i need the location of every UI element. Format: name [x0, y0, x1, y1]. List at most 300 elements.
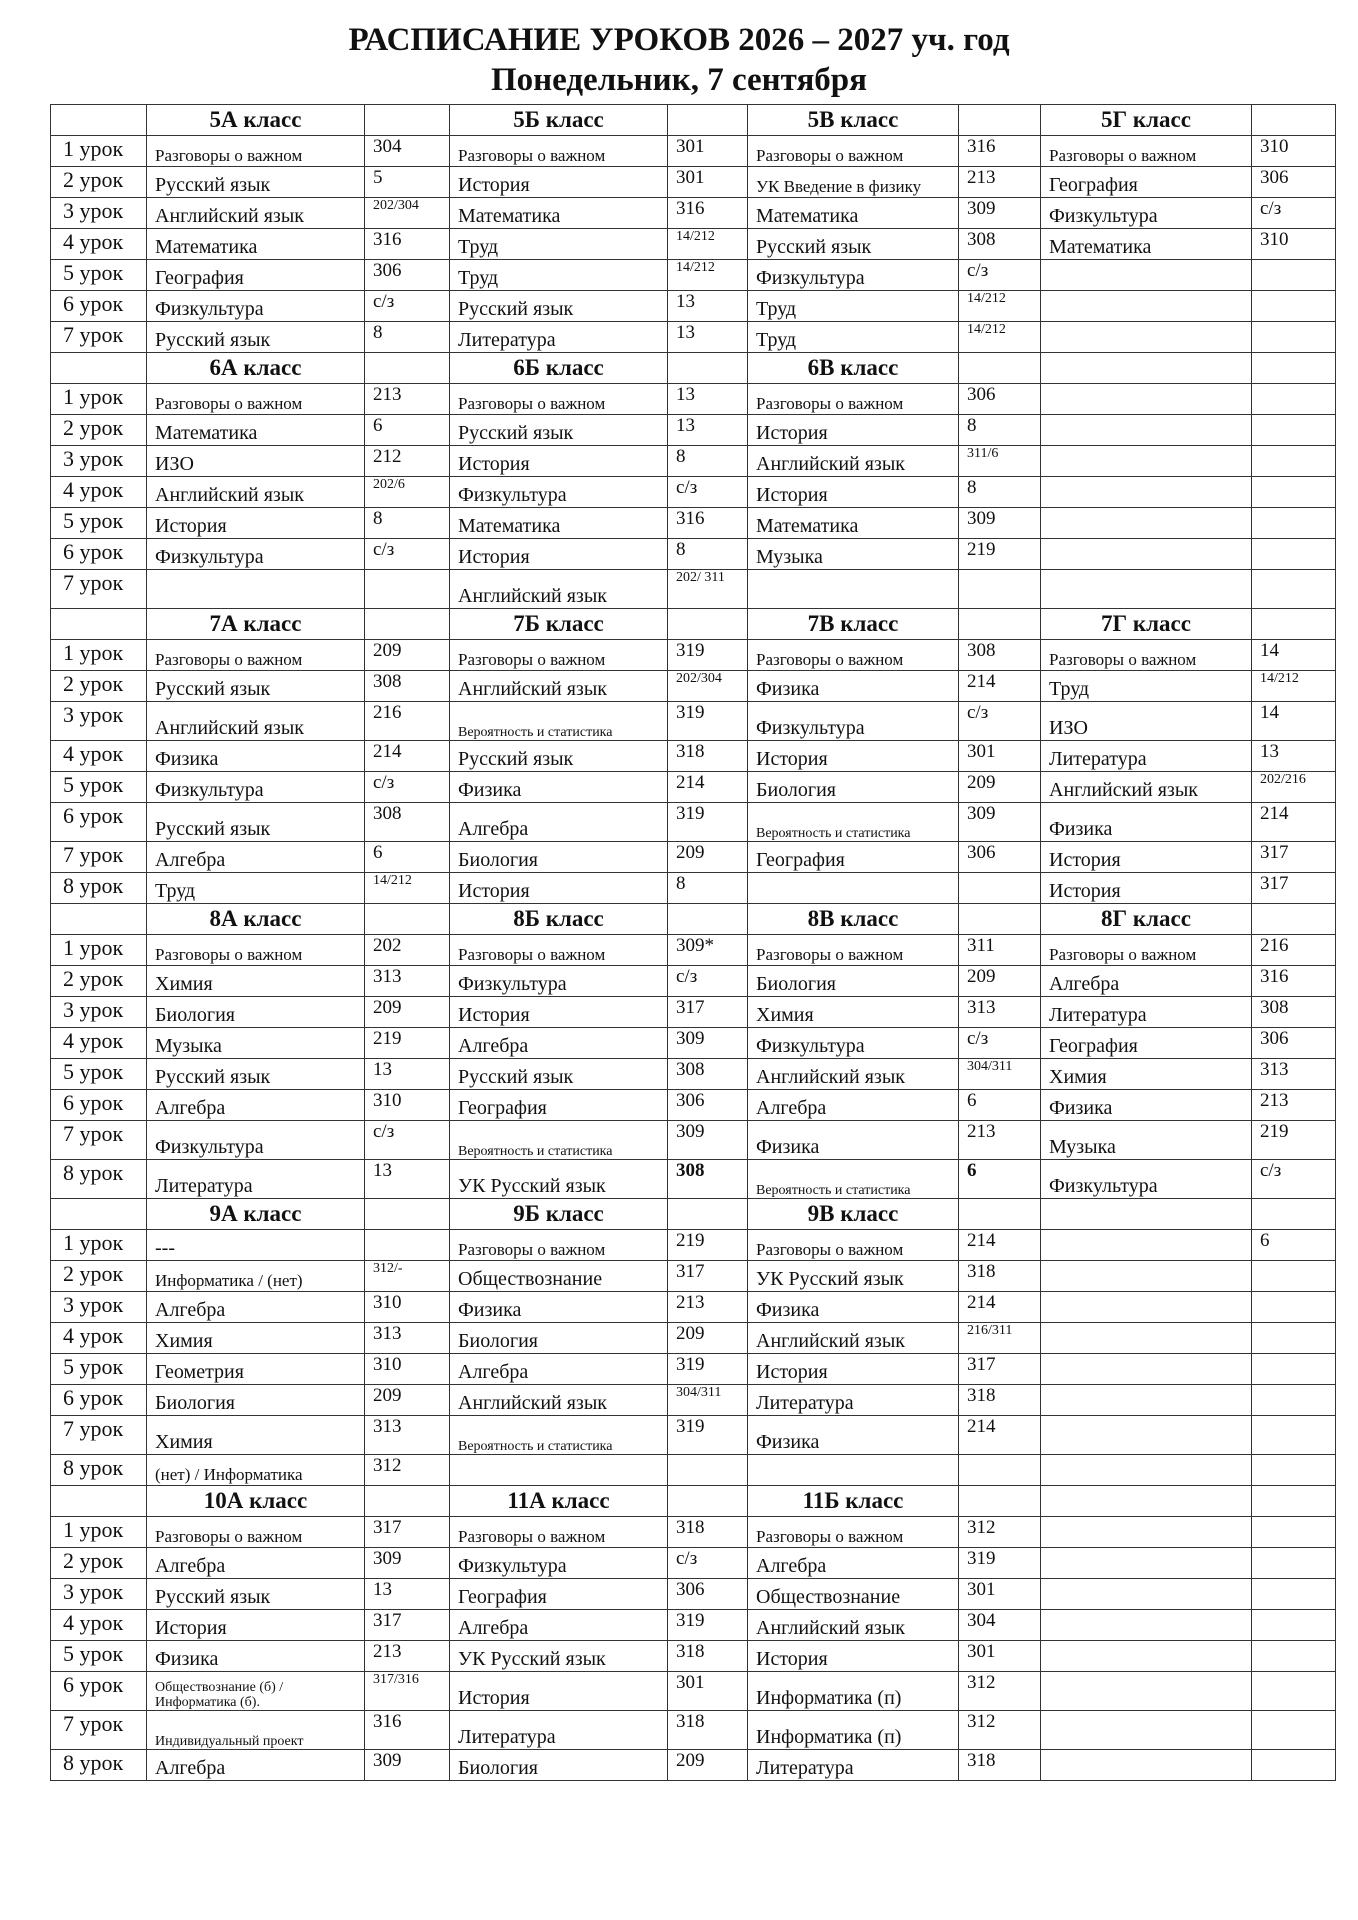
room-cell: 313 [365, 966, 450, 997]
subject-cell [1041, 415, 1252, 446]
subject-cell [1041, 1579, 1252, 1610]
room-cell: 313 [365, 1416, 450, 1455]
subject-cell: Алгебра [147, 1090, 365, 1121]
subject-cell [748, 570, 959, 609]
subject-cell [1041, 1354, 1252, 1385]
subject-cell: Математика [748, 508, 959, 539]
room-cell: 312/- [365, 1261, 450, 1292]
room-cell: 213 [959, 167, 1041, 198]
class-name: 9Б класс [450, 1199, 668, 1230]
lesson-number: 3 урок [51, 1579, 147, 1610]
class-header-row [51, 1486, 1336, 1517]
lesson-number: 2 урок [51, 1261, 147, 1292]
subject-cell: Труд [450, 229, 668, 260]
room-cell: 306 [1252, 1028, 1336, 1059]
room-cell: 8 [365, 508, 450, 539]
room-cell: 301 [959, 1579, 1041, 1610]
lesson-number: 1 урок [51, 1230, 147, 1261]
room-cell: 309 [959, 198, 1041, 229]
room-cell: с/з [668, 1548, 748, 1579]
subject-cell: География [748, 842, 959, 873]
subject-cell: Алгебра [147, 1750, 365, 1781]
subject-cell: Биология [147, 997, 365, 1028]
class-header-row [51, 353, 1336, 384]
room-cell: 13 [668, 415, 748, 446]
room-cell: 202/ 311 [668, 570, 748, 609]
subject-cell [1041, 539, 1252, 570]
room-cell: 306 [959, 842, 1041, 873]
subject-cell: Русский язык [147, 671, 365, 702]
lesson-number: 7 урок [51, 1416, 147, 1455]
room-cell: 8 [959, 415, 1041, 446]
lesson-row [51, 1323, 1336, 1354]
lesson-number: 2 урок [51, 415, 147, 446]
room-cell: 8 [668, 873, 748, 904]
room-cell: 309 [365, 1548, 450, 1579]
subject-cell: ИЗО [147, 446, 365, 477]
subject-cell [1041, 1416, 1252, 1455]
subject-cell: Математика [450, 198, 668, 229]
lesson-number: 3 урок [51, 446, 147, 477]
subject-cell: География [1041, 1028, 1252, 1059]
subject-cell [748, 873, 959, 904]
subject-cell: Индивидуальный проект [147, 1711, 365, 1750]
subject-cell: Разговоры о важном [450, 384, 668, 415]
lesson-row [51, 229, 1336, 260]
room-cell: 214 [365, 741, 450, 772]
room-cell: с/з [365, 1121, 450, 1160]
room-cell: 6 [1252, 1230, 1336, 1261]
subject-cell: --- [147, 1230, 365, 1261]
subject-cell: История [748, 1354, 959, 1385]
header-room-cell [959, 353, 1041, 384]
subject-cell: География [147, 260, 365, 291]
room-cell: 312 [959, 1711, 1041, 1750]
subject-cell: Труд [147, 873, 365, 904]
room-cell: 308 [365, 671, 450, 702]
lesson-row [51, 772, 1336, 803]
subject-cell: Музыка [748, 539, 959, 570]
room-cell: 316 [365, 229, 450, 260]
subject-cell: УК Русский язык [450, 1641, 668, 1672]
room-cell: 317/316 [365, 1672, 450, 1711]
lesson-row [51, 997, 1336, 1028]
room-cell: 5 [365, 167, 450, 198]
lesson-row [51, 1455, 1336, 1486]
room-cell: 319 [668, 1354, 748, 1385]
room-cell: с/з [1252, 198, 1336, 229]
room-cell: 317 [1252, 842, 1336, 873]
class-name [1041, 353, 1252, 384]
subject-cell: Вероятность и статистика [748, 803, 959, 842]
subject-cell: Алгебра [748, 1548, 959, 1579]
lesson-number: 2 урок [51, 671, 147, 702]
header-room-cell [959, 1199, 1041, 1230]
room-cell: 216 [365, 702, 450, 741]
subject-cell [1041, 322, 1252, 353]
room-cell: 308 [365, 803, 450, 842]
lesson-number: 7 урок [51, 570, 147, 609]
subject-cell: Математика [147, 229, 365, 260]
room-cell: 308 [959, 229, 1041, 260]
subject-cell: Физика [1041, 1090, 1252, 1121]
lesson-number: 8 урок [51, 1455, 147, 1486]
room-cell: 309 [668, 1121, 748, 1160]
room-cell: 317 [668, 1261, 748, 1292]
header-room-cell [1252, 353, 1336, 384]
room-cell [1252, 1548, 1336, 1579]
subject-cell: Разговоры о важном [748, 935, 959, 966]
class-name: 6Б класс [450, 353, 668, 384]
subject-cell: Русский язык [147, 803, 365, 842]
subject-cell: Информатика (п) [748, 1711, 959, 1750]
class-name: 8Б класс [450, 904, 668, 935]
room-cell: 13 [668, 322, 748, 353]
lesson-row [51, 640, 1336, 671]
room-cell [959, 570, 1041, 609]
room-cell: 306 [668, 1579, 748, 1610]
lesson-number: 3 урок [51, 1292, 147, 1323]
lesson-row [51, 702, 1336, 741]
subject-cell: Труд [1041, 671, 1252, 702]
room-cell: 308 [1252, 997, 1336, 1028]
class-header-row [51, 1199, 1336, 1230]
room-cell: 209 [668, 1750, 748, 1781]
class-name: 5Г класс [1041, 105, 1252, 136]
room-cell: 309 [668, 1028, 748, 1059]
header-empty-cell [51, 353, 147, 384]
subject-cell: Физика [450, 772, 668, 803]
lesson-row [51, 291, 1336, 322]
subject-cell [1041, 1455, 1252, 1486]
class-name: 11А класс [450, 1486, 668, 1517]
room-cell: 316 [668, 508, 748, 539]
room-cell: 202/6 [365, 477, 450, 508]
subject-cell [1041, 260, 1252, 291]
room-cell: 212 [365, 446, 450, 477]
subject-cell [1041, 1261, 1252, 1292]
subject-cell: Разговоры о важном [450, 640, 668, 671]
lesson-number: 8 урок [51, 873, 147, 904]
subject-cell: Русский язык [450, 741, 668, 772]
header-room-cell [365, 105, 450, 136]
subject-cell: Информатика (п) [748, 1672, 959, 1711]
lesson-number: 6 урок [51, 1385, 147, 1416]
subject-cell: Русский язык [450, 415, 668, 446]
subject-cell: Физика [748, 1121, 959, 1160]
subject-cell: Алгебра [147, 1292, 365, 1323]
room-cell: 216/311 [959, 1323, 1041, 1354]
header-room-cell [959, 609, 1041, 640]
subject-cell: Алгебра [147, 842, 365, 873]
subject-cell: Русский язык [147, 322, 365, 353]
header-room-cell [365, 1486, 450, 1517]
lesson-row [51, 1711, 1336, 1750]
room-cell: 312 [959, 1517, 1041, 1548]
room-cell: 301 [668, 167, 748, 198]
subject-cell: Физкультура [147, 772, 365, 803]
subject-cell: История [450, 997, 668, 1028]
room-cell: 6 [365, 415, 450, 446]
lesson-number: 6 урок [51, 1672, 147, 1711]
room-cell: 309 [365, 1750, 450, 1781]
subject-cell: Литература [450, 322, 668, 353]
subject-cell: Математика [450, 508, 668, 539]
subject-cell: Английский язык [450, 671, 668, 702]
subject-cell: Химия [748, 997, 959, 1028]
subject-cell [1041, 570, 1252, 609]
subject-cell: Разговоры о важном [748, 1517, 959, 1548]
subject-cell: Разговоры о важном [147, 640, 365, 671]
room-cell: 318 [668, 1641, 748, 1672]
room-cell: 304 [959, 1610, 1041, 1641]
lesson-number: 5 урок [51, 1641, 147, 1672]
subject-cell [450, 1455, 668, 1486]
class-name: 11Б класс [748, 1486, 959, 1517]
lesson-number: 1 урок [51, 1517, 147, 1548]
room-cell: 209 [668, 1323, 748, 1354]
lesson-number: 3 урок [51, 997, 147, 1028]
room-cell: 318 [959, 1261, 1041, 1292]
room-cell: 209 [365, 1385, 450, 1416]
room-cell: 213 [1252, 1090, 1336, 1121]
subject-cell [1041, 291, 1252, 322]
class-name: 7В класс [748, 609, 959, 640]
subject-cell: Русский язык [147, 1579, 365, 1610]
class-name: 7Г класс [1041, 609, 1252, 640]
subject-cell [1041, 508, 1252, 539]
subject-cell [748, 1455, 959, 1486]
subject-cell [1041, 384, 1252, 415]
lesson-row [51, 384, 1336, 415]
room-cell: с/з [1252, 1160, 1336, 1199]
lesson-row [51, 1579, 1336, 1610]
lesson-number: 1 урок [51, 384, 147, 415]
subject-cell: Биология [748, 966, 959, 997]
room-cell: 317 [1252, 873, 1336, 904]
room-cell: 318 [959, 1385, 1041, 1416]
subject-cell: История [147, 1610, 365, 1641]
room-cell: 319 [668, 702, 748, 741]
room-cell [1252, 508, 1336, 539]
subject-cell: Физкультура [450, 477, 668, 508]
subject-cell [1041, 477, 1252, 508]
subject-cell: История [748, 415, 959, 446]
subject-cell [1041, 1517, 1252, 1548]
header-room-cell [668, 1486, 748, 1517]
subject-cell: Обществознание [450, 1261, 668, 1292]
subject-cell: Обществознание [748, 1579, 959, 1610]
room-cell [1252, 384, 1336, 415]
room-cell: 319 [668, 640, 748, 671]
room-cell [1252, 260, 1336, 291]
class-name [1041, 1486, 1252, 1517]
subject-cell: Биология [147, 1385, 365, 1416]
subject-cell: История [450, 446, 668, 477]
room-cell: 316 [365, 1711, 450, 1750]
room-cell: 13 [365, 1579, 450, 1610]
lesson-row [51, 539, 1336, 570]
room-cell [959, 1455, 1041, 1486]
subject-cell [1041, 1230, 1252, 1261]
lesson-row [51, 1517, 1336, 1548]
room-cell [1252, 1292, 1336, 1323]
room-cell [1252, 1672, 1336, 1711]
room-cell: 13 [365, 1059, 450, 1090]
subject-cell: История [1041, 873, 1252, 904]
lesson-row [51, 741, 1336, 772]
lesson-row [51, 1292, 1336, 1323]
room-cell: 13 [1252, 741, 1336, 772]
subject-cell: История [1041, 842, 1252, 873]
class-name: 8Г класс [1041, 904, 1252, 935]
subject-cell: История [450, 1672, 668, 1711]
subject-cell: Разговоры о важном [450, 935, 668, 966]
lesson-row [51, 1672, 1336, 1711]
room-cell [1252, 1579, 1336, 1610]
subject-cell: Физика [147, 741, 365, 772]
room-cell: с/з [365, 772, 450, 803]
room-cell: 318 [668, 1711, 748, 1750]
lesson-number: 8 урок [51, 1750, 147, 1781]
room-cell: 202/304 [668, 671, 748, 702]
room-cell: 310 [365, 1090, 450, 1121]
subject-cell: Физкультура [748, 260, 959, 291]
page-subtitle: Понедельник, 7 сентября [490, 62, 868, 98]
lesson-number: 5 урок [51, 772, 147, 803]
subject-cell: Литература [748, 1750, 959, 1781]
lesson-number: 4 урок [51, 229, 147, 260]
lesson-row [51, 415, 1336, 446]
header-room-cell [668, 904, 748, 935]
subject-cell [1041, 1548, 1252, 1579]
room-cell: 304/311 [668, 1385, 748, 1416]
subject-cell: Алгебра [1041, 966, 1252, 997]
header-room-cell [365, 1199, 450, 1230]
lesson-number: 6 урок [51, 803, 147, 842]
subject-cell: Математика [748, 198, 959, 229]
room-cell: 304/311 [959, 1059, 1041, 1090]
subject-cell: Биология [450, 1750, 668, 1781]
room-cell: 301 [668, 1672, 748, 1711]
lesson-number: 7 урок [51, 322, 147, 353]
subject-cell: Физкультура [1041, 198, 1252, 229]
subject-cell: Русский язык [450, 291, 668, 322]
subject-cell: Математика [147, 415, 365, 446]
room-cell: 318 [668, 741, 748, 772]
schedule-table [50, 104, 1336, 1781]
room-cell: 202 [365, 935, 450, 966]
room-cell: 312 [365, 1455, 450, 1486]
subject-cell: Литература [1041, 741, 1252, 772]
room-cell [1252, 570, 1336, 609]
lesson-number: 4 урок [51, 1610, 147, 1641]
subject-cell: Разговоры о важном [748, 384, 959, 415]
header-empty-cell [51, 105, 147, 136]
room-cell [1252, 322, 1336, 353]
room-cell: 209 [668, 842, 748, 873]
subject-cell: Биология [450, 842, 668, 873]
room-cell: с/з [668, 477, 748, 508]
lesson-number: 6 урок [51, 1090, 147, 1121]
room-cell: 8 [959, 477, 1041, 508]
room-cell: 309 [959, 508, 1041, 539]
room-cell [1252, 1750, 1336, 1781]
subject-cell: Вероятность и статистика [450, 1416, 668, 1455]
room-cell: 308 [959, 640, 1041, 671]
header-room-cell [959, 105, 1041, 136]
lesson-row [51, 1028, 1336, 1059]
class-header-row [51, 904, 1336, 935]
lesson-number: 3 урок [51, 702, 147, 741]
subject-cell: Физкультура [1041, 1160, 1252, 1199]
subject-cell: Разговоры о важном [147, 136, 365, 167]
class-header-row [51, 105, 1336, 136]
lesson-row [51, 198, 1336, 229]
subject-cell: Физика [748, 1292, 959, 1323]
subject-cell [1041, 1711, 1252, 1750]
lesson-number: 4 урок [51, 741, 147, 772]
subject-cell: Английский язык [147, 477, 365, 508]
subject-cell: Разговоры о важном [748, 136, 959, 167]
subject-cell: Химия [147, 966, 365, 997]
room-cell [1252, 1711, 1336, 1750]
subject-cell: УК Русский язык [450, 1160, 668, 1199]
subject-cell: Вероятность и статистика [450, 1121, 668, 1160]
lesson-number: 5 урок [51, 508, 147, 539]
subject-cell: История [748, 1641, 959, 1672]
room-cell [1252, 1610, 1336, 1641]
room-cell [1252, 1323, 1336, 1354]
subject-cell: Разговоры о важном [147, 384, 365, 415]
room-cell: 316 [959, 136, 1041, 167]
subject-cell: Биология [450, 1323, 668, 1354]
class-name: 5В класс [748, 105, 959, 136]
room-cell [1252, 446, 1336, 477]
lesson-number: 2 урок [51, 167, 147, 198]
subject-cell: История [748, 741, 959, 772]
subject-cell: Алгебра [748, 1090, 959, 1121]
room-cell [1252, 1641, 1336, 1672]
subject-cell: Музыка [1041, 1121, 1252, 1160]
subject-cell: УК Введение в физику [748, 167, 959, 198]
subject-cell: Литература [147, 1160, 365, 1199]
subject-cell: Разговоры о важном [748, 640, 959, 671]
subject-cell: Музыка [147, 1028, 365, 1059]
subject-cell: Русский язык [748, 229, 959, 260]
room-cell: 308 [668, 1160, 748, 1199]
room-cell: 13 [365, 1160, 450, 1199]
room-cell: 6 [365, 842, 450, 873]
subject-cell: Труд [748, 291, 959, 322]
room-cell: 311 [959, 935, 1041, 966]
room-cell [1252, 1416, 1336, 1455]
room-cell: 313 [365, 1323, 450, 1354]
room-cell: 14 [1252, 702, 1336, 741]
subject-cell: Физика [748, 671, 959, 702]
lesson-number: 1 урок [51, 136, 147, 167]
subject-cell: География [450, 1579, 668, 1610]
room-cell: 317 [365, 1517, 450, 1548]
class-name: 7Б класс [450, 609, 668, 640]
header-room-cell [959, 904, 1041, 935]
room-cell: 209 [959, 966, 1041, 997]
room-cell: 8 [365, 322, 450, 353]
subject-cell: Разговоры о важном [147, 935, 365, 966]
room-cell: 316 [1252, 966, 1336, 997]
header-room-cell [1252, 105, 1336, 136]
subject-cell: Химия [147, 1323, 365, 1354]
